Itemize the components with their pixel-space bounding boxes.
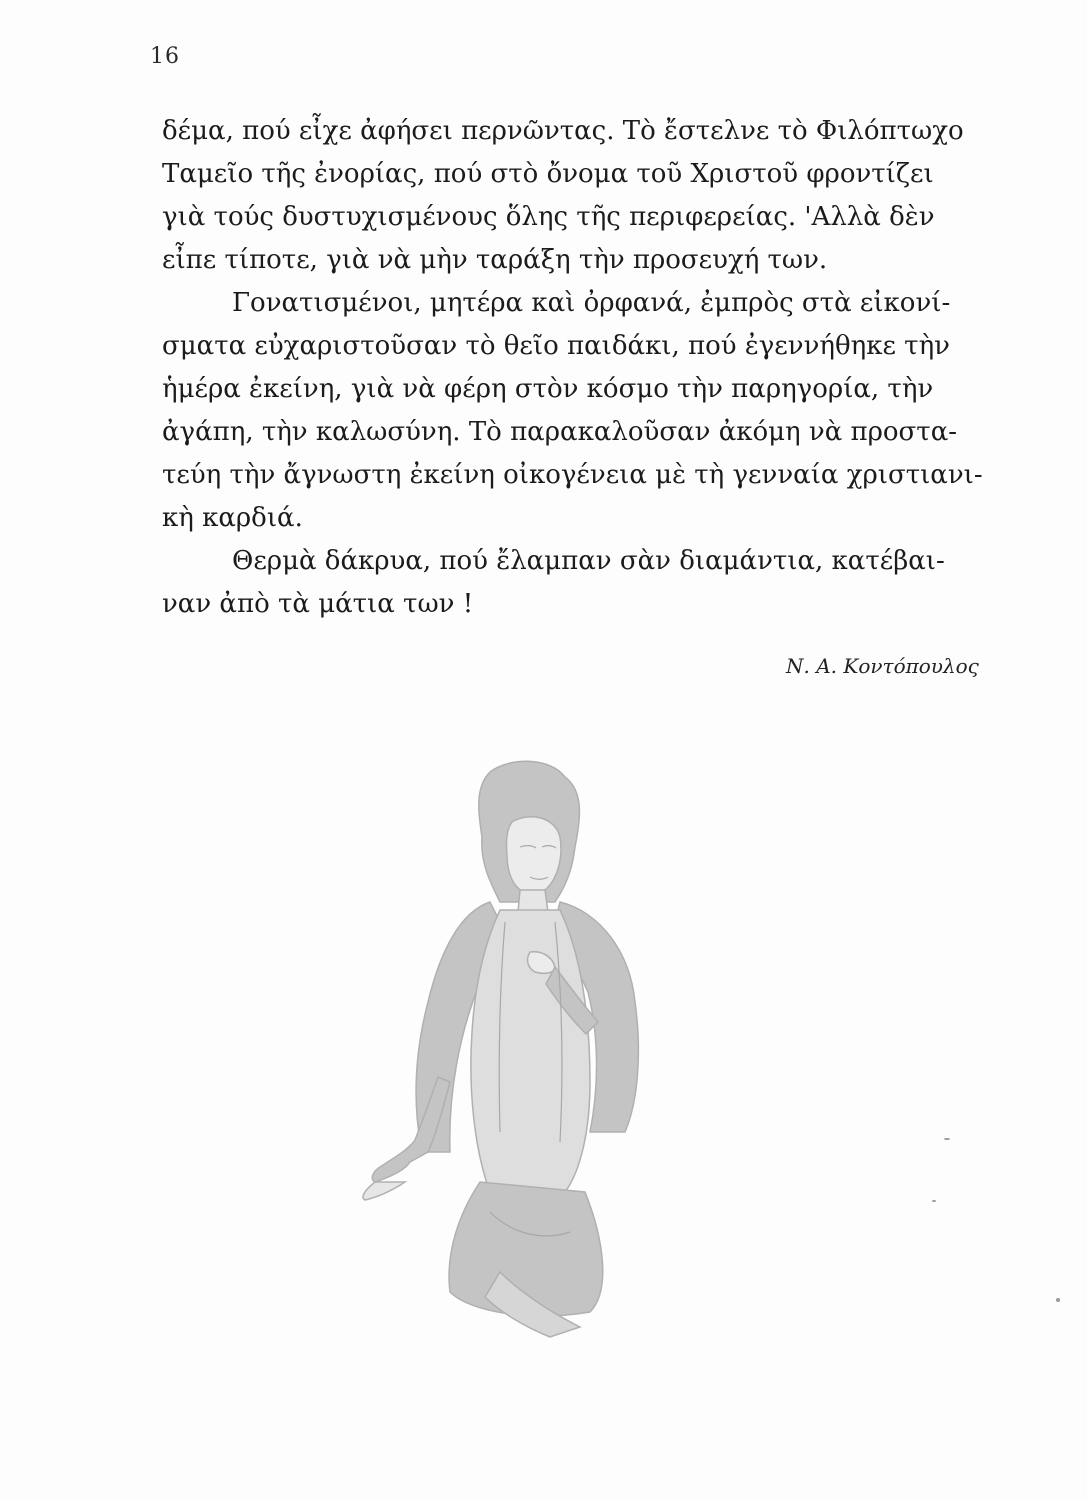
- page-number: 16: [150, 44, 180, 69]
- text-line: Ταμεῖο τῆς ἐνορίας, πού στὸ ὄνομα τοῦ Χριστοῦ φροντίζει: [162, 159, 934, 189]
- text-line: ἀγάπη, τὴν καλωσύνη. Τὸ παρακαλοῦσαν ἀκόμη νὰ προστα-: [162, 417, 958, 447]
- text-line: ναν ἀπὸ τὰ μάτια των !: [162, 589, 474, 619]
- text-line: εἶπε τίποτε, γιὰ νὰ μὴν ταράξη τὴν προσευχή των.: [162, 245, 828, 275]
- text-line: τεύη τὴν ἄγνωστη ἐκείνη οἰκογένεια μὲ τὴ γενναία χριστιανι-: [162, 460, 983, 490]
- text-line: γιὰ τούς δυστυχισμένους ὅλης τῆς περιφερείας. 'Αλλὰ δὲν: [162, 202, 935, 232]
- body-text: [162, 110, 992, 626]
- scan-speck: [944, 1138, 950, 1140]
- text-line: ἡμέρα ἐκείνη, γιὰ νὰ φέρη στὸν κόσμο τὴν παρηγορία, τὴν: [162, 374, 934, 404]
- text-line: Θερμὰ δάκρυα, πού ἔλαμπαν σὰν διαμάντια, κατέβαι-: [232, 546, 945, 576]
- scan-speck: [1056, 1298, 1060, 1302]
- text-line: δέμα, πού εἶχε ἀφήσει περνῶντας. Τὸ ἔστελνε τὸ Φιλόπτωχο: [162, 116, 964, 146]
- scan-speck: [932, 1200, 936, 1202]
- text-line: κὴ καρδιά.: [162, 503, 303, 533]
- text-line: Γονατισμένοι, μητέρα καὶ ὀρφανά, ἐμπρὸς στὰ εἰκονί-: [232, 288, 951, 318]
- author-signature: Ν. Α. Κοντόπουλος: [786, 654, 979, 678]
- kneeling-figure-icon: [350, 752, 680, 1352]
- text-line: σματα εὐχαριστοῦσαν τὸ θεῖο παιδάκι, πού ἐγεννήθηκε τὴν: [162, 331, 950, 361]
